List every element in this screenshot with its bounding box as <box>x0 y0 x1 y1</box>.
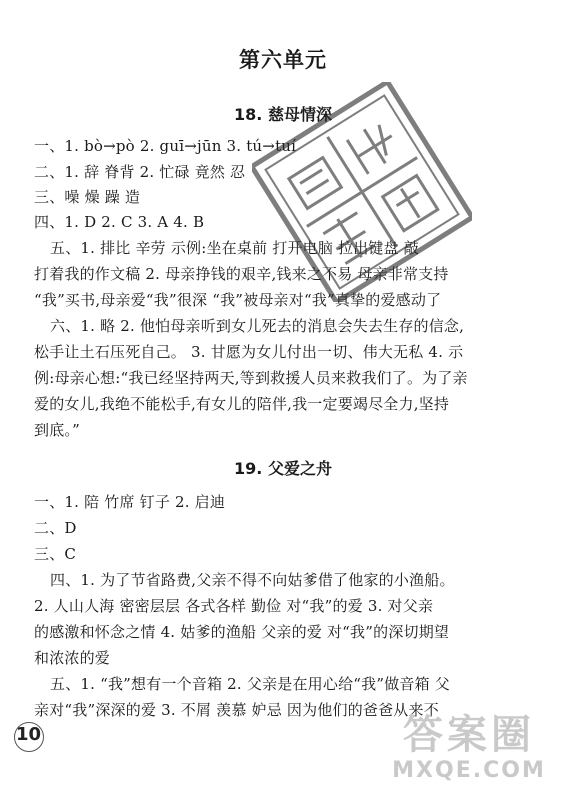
answer-line: 五、1. 排比 辛劳 示例:坐在桌前 打开电脑 拉出键盘 敲 <box>50 239 419 257</box>
page-number: 10 <box>16 724 52 752</box>
answer-line: 松手让土石压死自己。 3. 甘愿为女儿付出一切、伟大无私 4. 示 <box>34 343 464 361</box>
answer-line: 一、1. bò→pò 2. guī→jūn 3. tú→tuí <box>34 137 297 155</box>
answer-line: 三、噪 燥 躁 造 <box>34 188 141 206</box>
answer-line: 三、C <box>34 545 77 563</box>
answer-line: 一、1. 陪 竹席 钉子 2. 启迪 <box>34 493 226 511</box>
answer-line: 2. 人山人海 密密层层 各式各样 勤俭 对“我”的爱 3. 对父亲 <box>34 597 434 615</box>
answer-line: 二、1. 辞 脊背 2. 忙碌 竟然 忍 <box>34 163 246 181</box>
answer-line: 例:母亲心想:“我已经坚持两天,等到救援人员来救我们了。为了亲 <box>34 369 468 387</box>
answer-line: 二、D <box>34 519 77 537</box>
answer-line: 四、1. D 2. C 3. A 4. B <box>34 213 205 231</box>
watermark-url: MXQE.COM <box>392 758 546 783</box>
answer-line: 爱的女儿,我绝不能松手,有女儿的陪伴,我一定要竭尽全力,坚持 <box>34 395 450 413</box>
stamp-seal-icon <box>252 82 472 302</box>
answer-line: 打着我的作文稿 2. 母亲挣钱的艰辛,钱来之不易 母亲非常支持 <box>34 265 449 283</box>
section-title-19: 19. 父爱之舟 <box>234 459 332 478</box>
answer-line: 四、1. 为了节省路费,父亲不得不向姑爹借了他家的小渔船。 <box>50 571 455 589</box>
answer-line: 亲对“我”深深的爱 3. 不屑 羡慕 妒忌 因为他们的爸爸从来不 <box>34 701 439 719</box>
watermark-text: 答案圈 <box>403 712 535 758</box>
answer-line: 到底。” <box>34 421 80 439</box>
answer-line: 五、1. “我”想有一个音箱 2. 父亲是在用心给“我”做音箱 父 <box>50 675 450 693</box>
answer-line: 六、1. 略 2. 他怕母亲听到女儿死去的消息会失去生存的信念, <box>50 317 465 335</box>
unit-title: 第六单元 <box>239 48 327 72</box>
watermark <box>384 712 554 784</box>
answer-line: “我”买书,母亲爱“我”很深 “我”被母亲对“我”真挚的爱感动了 <box>34 291 442 309</box>
answer-line: 的感激和怀念之情 4. 姑爹的渔船 父亲的爱 对“我”的深切期望 <box>34 623 450 641</box>
section-title-18: 18. 慈母情深 <box>234 105 332 124</box>
answer-line: 和浓浓的爱 <box>34 649 111 667</box>
